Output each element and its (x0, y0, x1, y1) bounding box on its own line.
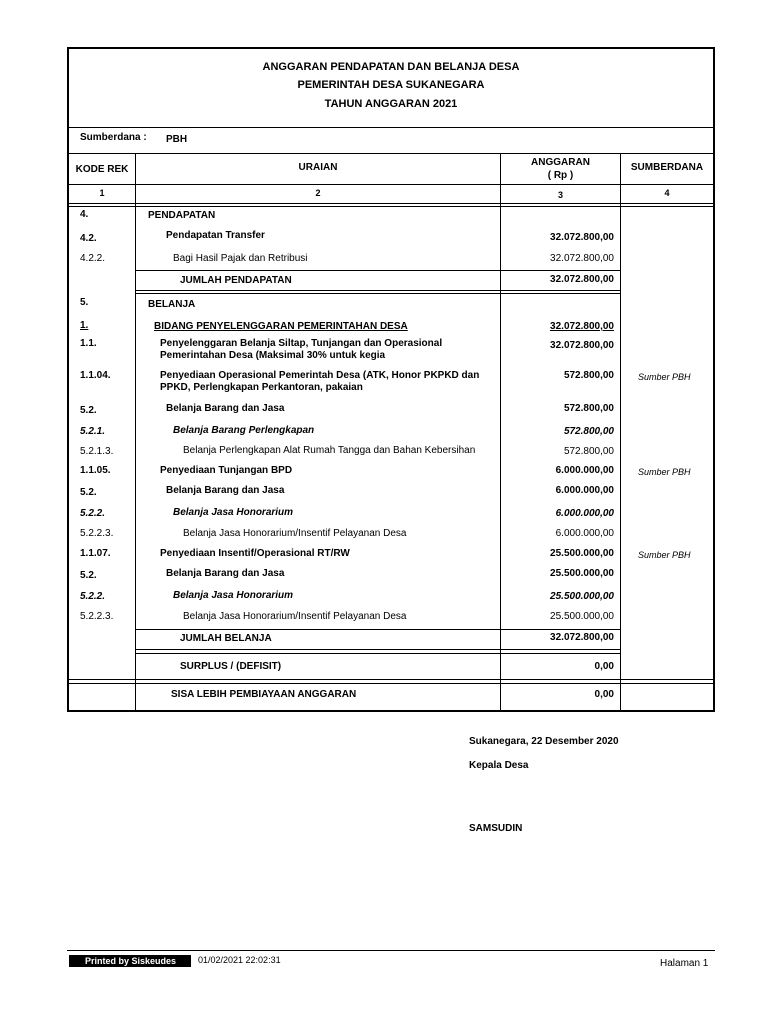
row-uraian: Belanja Jasa Honorarium/Insentif Pelayanan Desa (183, 611, 407, 622)
row-kode: 5.2. (80, 405, 97, 416)
row-kode: 4.2. (80, 233, 97, 244)
row-anggaran: 25.500.000,00 (550, 548, 614, 559)
col-header-anggaran: ANGGARAN (531, 157, 590, 168)
row-uraian: Belanja Barang dan Jasa (166, 485, 285, 496)
frame-top (67, 47, 715, 49)
col-header-anggaran-unit: ( Rp ) (547, 170, 574, 181)
row-divider (67, 683, 715, 684)
row-kode: 5.2.2.3. (80, 528, 114, 539)
row-anggaran: 6.000.000,00 (555, 485, 614, 496)
col-number-2: 2 (315, 188, 321, 198)
row-kode: 5.2.2. (80, 508, 106, 519)
row-uraian: SURPLUS / (DEFISIT) (180, 661, 282, 672)
sumberdana-divider (67, 153, 715, 154)
row-kode: 1.1.05. (80, 465, 111, 476)
row-anggaran: 32.072.800,00 (550, 253, 614, 264)
sumberdana-value: PBH (166, 134, 188, 145)
row-sumber: Sumber PBH (638, 372, 691, 382)
row-kode: 5.2.2.3. (80, 611, 114, 622)
footer-rule (67, 950, 715, 951)
row-divider (136, 293, 620, 294)
row-kode: 5.2. (80, 570, 97, 581)
row-uraian: Belanja Barang dan Jasa (166, 568, 285, 579)
row-kode: 4.2.2. (80, 253, 106, 264)
row-uraian: Belanja Barang Perlengkapan (173, 425, 315, 436)
col-line-3 (620, 153, 621, 710)
row-sumber: Sumber PBH (638, 467, 691, 477)
row-anggaran: 0,00 (594, 661, 614, 672)
signature-place-date: Sukanegara, 22 Desember 2020 (469, 736, 619, 747)
row-anggaran: 25.500.000,00 (550, 611, 614, 622)
row-uraian: Belanja Barang dan Jasa (166, 403, 285, 414)
col-header-uraian: URAIAN (298, 162, 338, 173)
report-title: ANGGARAN PENDAPATAN DAN BELANJA DESA (262, 61, 520, 73)
page-number: Halaman 1 (660, 958, 709, 969)
printed-by-badge: Printed by Siskeudes (69, 955, 191, 967)
row-kode: 5. (80, 297, 89, 308)
row-uraian: Penyelenggaran Belanja Siltap, Tunjangan dan Operasional (160, 338, 443, 349)
row-anggaran: 572.800,00 (563, 403, 614, 414)
col-number-divider-a (67, 203, 715, 204)
row-uraian: Penyediaan Tunjangan BPD (160, 465, 293, 476)
frame-right (713, 47, 715, 712)
row-divider (136, 629, 620, 630)
row-kode: 1.1.04. (80, 370, 111, 381)
row-kode: 5.2.1. (80, 426, 106, 437)
report-year: TAHUN ANGGARAN 2021 (324, 98, 458, 110)
row-uraian: Penyediaan Operasional Pemerintah Desa (ATK, Honor PKPKD dan (160, 370, 480, 381)
row-kode: 5.2.2. (80, 591, 106, 602)
row-anggaran: 32.072.800,00 (550, 340, 614, 351)
row-kode: 1.1. (80, 338, 97, 349)
row-uraian-continued: Pemerintahan Desa (Maksimal 30% untuk kegia (160, 350, 386, 361)
print-timestamp: 01/02/2021 22:02:31 (198, 955, 281, 965)
row-uraian: SISA LEBIH PEMBIAYAAN ANGGARAN (171, 689, 357, 700)
row-uraian: BELANJA (148, 299, 196, 310)
row-divider (67, 679, 715, 680)
row-kode: 5.2. (80, 487, 97, 498)
row-kode: 1.1.07. (80, 548, 111, 559)
signature-title: Kepala Desa (469, 760, 529, 771)
row-anggaran: 572.800,00 (563, 426, 614, 437)
row-uraian: JUMLAH BELANJA (180, 633, 272, 644)
col-number-3: 3 (557, 190, 563, 200)
col-header-sumberdana: SUMBERDANA (630, 162, 704, 173)
row-anggaran: 0,00 (594, 689, 614, 700)
row-uraian: Belanja Jasa Honorarium/Insentif Pelayanan Desa (183, 528, 407, 539)
row-anggaran: 25.500.000,00 (550, 591, 614, 602)
row-uraian: Penyediaan Insentif/Operasional RT/RW (160, 548, 350, 559)
row-anggaran: 32.072.800,00 (550, 321, 614, 332)
row-anggaran: 32.072.800,00 (550, 274, 614, 285)
row-divider (136, 649, 620, 650)
col-number-divider-b (67, 206, 715, 207)
row-anggaran: 572.800,00 (563, 446, 614, 457)
row-uraian: PENDAPATAN (148, 210, 216, 221)
col-header-kode: KODE REK (75, 164, 129, 175)
row-uraian-continued: PPKD, Perlengkapan Perkantoran, pakaian (160, 382, 363, 393)
row-kode: 5.2.1.3. (80, 446, 114, 457)
row-uraian: Belanja Perlengkapan Alat Rumah Tangga dan Bahan Kebersihan (183, 445, 476, 456)
row-uraian: Bagi Hasil Pajak dan Retribusi (173, 253, 308, 264)
col-header-divider (67, 184, 715, 185)
col-number-1: 1 (99, 188, 105, 198)
frame-left (67, 47, 69, 712)
row-sumber: Sumber PBH (638, 550, 691, 560)
row-uraian: BIDANG PENYELENGGARAN PEMERINTAHAN DESA (154, 321, 408, 332)
row-divider (136, 270, 620, 271)
sumberdana-label: Sumberdana : (80, 132, 147, 143)
col-line-1 (135, 153, 136, 710)
report-subtitle: PEMERINTAH DESA SUKANEGARA (297, 79, 485, 91)
row-divider (136, 290, 620, 291)
row-anggaran: 6.000.000,00 (555, 465, 614, 476)
row-anggaran: 32.072.800,00 (550, 232, 614, 243)
row-uraian: JUMLAH PENDAPATAN (180, 275, 292, 286)
frame-bottom (67, 710, 715, 712)
row-anggaran: 6.000.000,00 (555, 528, 614, 539)
signature-name: SAMSUDIN (469, 823, 523, 834)
row-anggaran: 572.800,00 (563, 370, 614, 381)
row-anggaran: 6.000.000,00 (555, 508, 614, 519)
row-divider (136, 653, 620, 654)
row-anggaran: 25.500.000,00 (550, 568, 614, 579)
row-uraian: Pendapatan Transfer (166, 230, 265, 241)
header-divider (67, 127, 715, 128)
row-uraian: Belanja Jasa Honorarium (173, 590, 294, 601)
col-number-4: 4 (664, 188, 670, 198)
row-kode: 1. (80, 320, 89, 331)
row-uraian: Belanja Jasa Honorarium (173, 507, 294, 518)
row-anggaran: 32.072.800,00 (550, 632, 614, 643)
row-kode: 4. (80, 209, 89, 220)
